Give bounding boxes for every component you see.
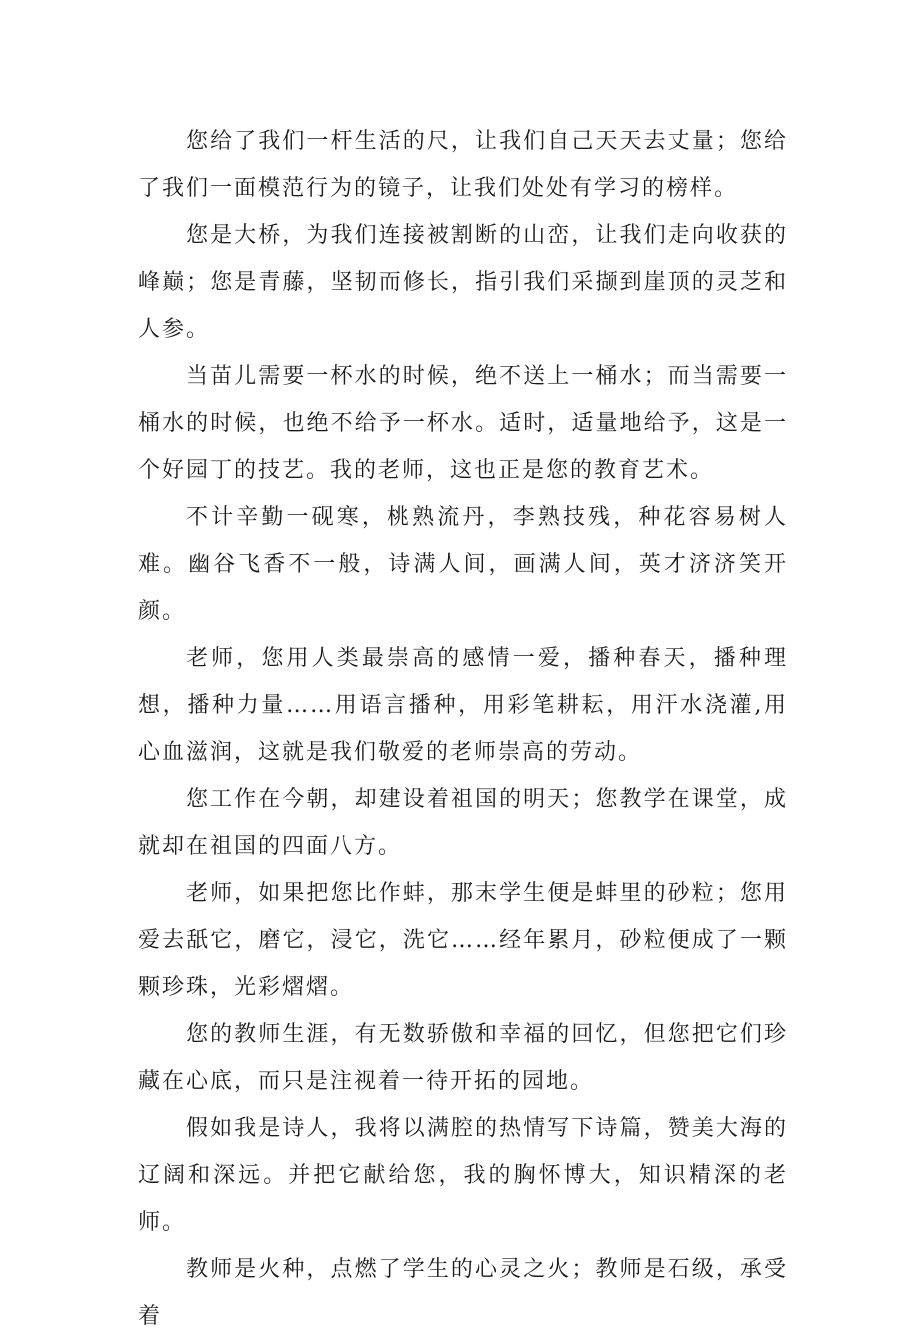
- paragraph: 您工作在今朝，却建设着祖国的明天；您教学在课堂，成就却在祖国的四面八方。: [138, 787, 788, 859]
- paragraph: 当苗儿需要一杯水的时候，绝不送上一桶水；而当需要一桶水的时候，也绝不给予一杯水。适时，适量地给予，这是一个好园丁的技艺。我的老师，这也正是您的教育艺术。: [138, 364, 788, 483]
- paragraph: 不计辛勤一砚寒，桃熟流丹，李熟技残，种花容易树人难。幽谷飞香不一般，诗满人间，画满人间，英才济济笑开颜。: [138, 505, 788, 624]
- paragraph: 您是大桥，为我们连接被割断的山峦，让我们走向收获的峰巅；您是青藤，坚韧而修长，指引我们采撷到崖顶的灵芝和人参。: [138, 223, 788, 342]
- paragraph: 您的教师生涯，有无数骄傲和幸福的回忆，但您把它们珍藏在心底，而只是注视着一待开拓的园地。: [138, 1022, 788, 1094]
- paragraph: 教师是火种，点燃了学生的心灵之火；教师是石级，承受着: [138, 1257, 788, 1329]
- paragraph: 您给了我们一杆生活的尺，让我们自己天天去丈量；您给了我们一面模范行为的镜子，让我们处处有学习的榜样。: [138, 129, 788, 201]
- paragraph: 假如我是诗人，我将以满腔的热情写下诗篇，赞美大海的辽阔和深远。并把它献给您，我的胸怀博大，知识精深的老师。: [138, 1116, 788, 1235]
- paragraph: 老师，如果把您比作蚌，那末学生便是蚌里的砂粒；您用爱去舐它，磨它，浸它，洗它……经年累月，砂粒便成了一颗颗珍珠，光彩熠熠。: [138, 881, 788, 1000]
- article-body: [138, 118, 788, 1340]
- paragraph: 老师，您用人类最崇高的感情一爱，播种春天，播种理想，播种力量……用语言播种，用彩笔耕耘，用汗水浇灌,用心血滋润，这就是我们敬爱的老师崇高的劳动。: [138, 646, 788, 765]
